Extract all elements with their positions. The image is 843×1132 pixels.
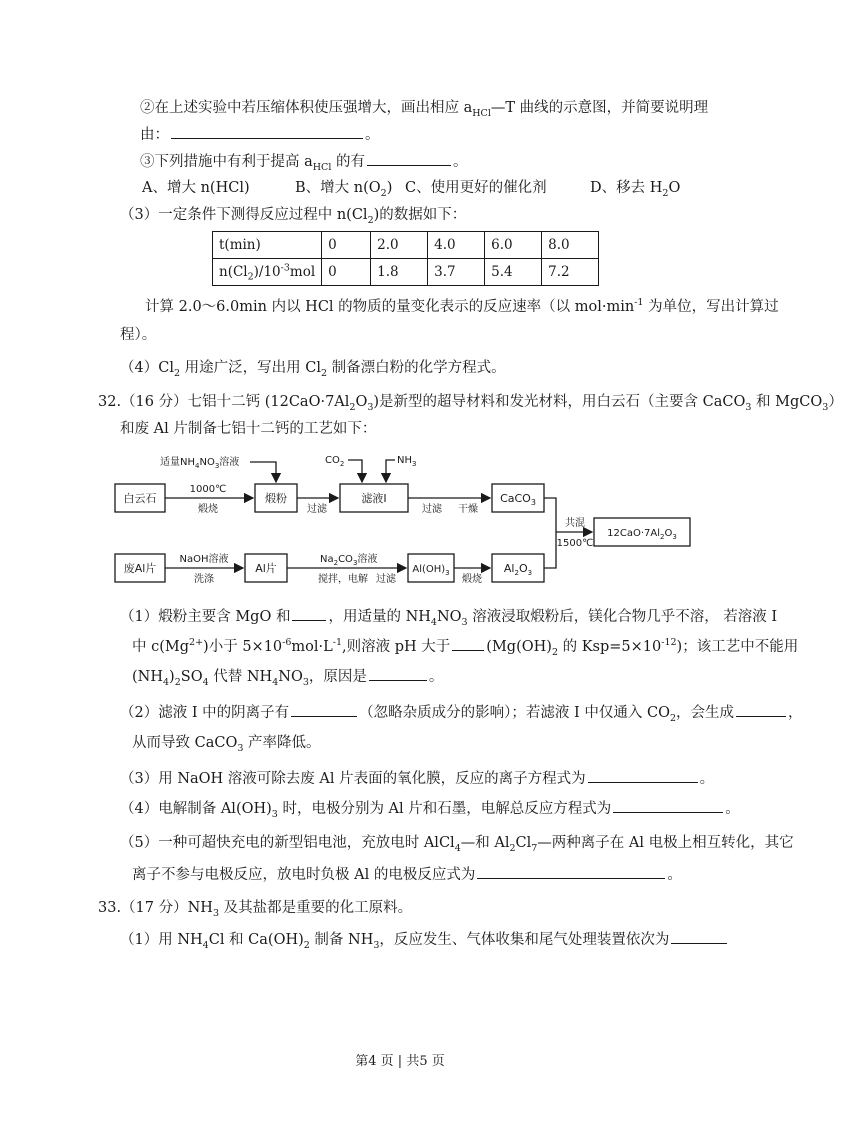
table-row	[213, 232, 599, 259]
data-table	[212, 231, 599, 286]
table-cell: 6.0	[485, 232, 542, 259]
arrow	[544, 498, 556, 568]
box-caco3-label: CaCO$_3$	[500, 492, 536, 507]
condition-stir-electrolysis: 搅拌，电解	[318, 574, 368, 585]
box-waste-al-label: 废Al片	[123, 562, 157, 575]
question-3-line: ③下列措施中有利于提高 $a_{HCl}$ 的有 。	[140, 151, 467, 172]
calc-line-1: 计算 2.0～6.0min 内以 HCl 的物质的量变化表示的反应速率（以 $mol\cdot\min^{-1}$ 为单位，写出计算过	[145, 297, 779, 315]
table-cell: 4.0	[428, 232, 485, 259]
condition-filter-1: 过滤	[307, 504, 327, 515]
answer-blank[interactable]	[171, 124, 363, 139]
option-c: C、使用更好的催化剂	[405, 180, 547, 196]
table-cell: 5.4	[485, 259, 542, 286]
q32-part-1-line-2: 中 $c(Mg^{2+})$小于 $5\times 10^{-6}mol\cdot L^{-1}$,则溶液 pH 大于 ($Mg(OH)_2$ 的 $Ksp=5\times 10^{-12}$)；该工艺中不能用	[132, 637, 799, 658]
table-cell: 2.0	[371, 232, 428, 259]
question-33-line-1: 33.（17 分）$NH_3$ 及其盐都是重要的化工原料。	[98, 900, 413, 919]
table-cell: 0	[322, 259, 371, 286]
box-dolomite-label: 白云石	[123, 492, 157, 505]
calc-line-2: 程）。	[120, 327, 157, 343]
answer-blank[interactable]	[671, 929, 727, 944]
box-filtrate-label: 滤液I	[361, 492, 387, 505]
process-flow-diagram	[110, 448, 700, 588]
condition-calcine-1: 煅烧	[198, 504, 218, 515]
box-aloh3-label: $Al(OH)_3$	[412, 564, 450, 577]
condition-filter-3: 过滤	[376, 574, 396, 585]
page-footer: 第4 页 | 共5 页	[355, 1054, 445, 1069]
answer-blank[interactable]	[291, 702, 357, 717]
box-al2o3-label: $Al_2O_3$	[503, 562, 533, 577]
q32-part-1-line-3: $(NH_4)_2SO_4$ 代替 $NH_4NO_3$，原因是 。	[132, 666, 443, 687]
q32-part-5-line-2: 离子不参与电极反应，放电时负极 Al 的电极反应式为 。	[132, 864, 682, 885]
q32-part-3-line: （3）用 NaOH 溶液可除去废 Al 片表面的氧化膜，反应的离子方程式为 。	[120, 768, 714, 789]
box-calcined-label: 煅粉	[265, 492, 287, 505]
box-al-label: Al片	[255, 562, 277, 575]
reagent-nh3: $NH_3$	[397, 455, 417, 468]
condition-1000c: 1000℃	[189, 484, 227, 495]
answer-blank[interactable]	[292, 606, 326, 621]
table-cell: 1.8	[371, 259, 428, 286]
arrow	[348, 460, 362, 482]
condition-comelt: 共混	[565, 518, 585, 529]
table-header-cell: $n(Cl_2)/10^{-3}mol$	[213, 259, 322, 286]
arrow	[250, 462, 276, 482]
arrow	[386, 460, 395, 482]
question-2-line-2: 由： 。	[140, 124, 380, 145]
box-product-label: $12CaO\cdot 7Al_2O_3$	[607, 528, 677, 541]
condition-na2co3: $Na_2CO_3$溶液	[320, 554, 378, 567]
condition-calcine-2: 煅烧	[462, 574, 482, 585]
q32-part-1-line-1: （1）煅粉主要含 MgO 和 ，用适量的 $NH_4NO_3$ 溶液浸取煅粉后，镁化合物几乎不溶， 若溶液 I	[120, 606, 777, 627]
condition-1500c: 1500℃	[556, 538, 594, 549]
reagent-co2: $CO_2$	[325, 455, 345, 468]
table-cell: 7.2	[542, 259, 599, 286]
table-cell: 3.7	[428, 259, 485, 286]
question-33-line-2: （1）用 $NH_4Cl$ 和 $Ca(OH)_2$ 制备 $NH_3$，反应发生、气体收集和尾气处理装置依次为	[120, 929, 729, 950]
option-a: A、增大 n(HCl)	[142, 180, 250, 196]
question-32-line-1: 32.（16 分）七铝十二钙 $(12CaO\cdot 7Al_2O_3)$是新型的超导材料和发光材料，用白云石（主要含 CaCO$_3$ 和 MgCO$_3$）	[98, 394, 843, 413]
answer-blank[interactable]	[367, 151, 451, 166]
condition-filter-2: 过滤	[422, 504, 442, 515]
q32-part-2-line-1: （2）滤液 I 中的阴离子有 （忽略杂质成分的影响）；若滤液 I 中仅通入 $CO_2$，会生成 ，	[120, 702, 803, 723]
table-cell: 8.0	[542, 232, 599, 259]
option-d: D、移去 $H_2O$	[590, 180, 681, 199]
q32-part-5-line-1: （5）一种可超快充电的新型铝电池，充放电时 AlCl$_4$—和 $Al_2Cl_7—$两种离子在 Al 电极上相互转化，其它	[120, 835, 794, 854]
answer-blank[interactable]	[477, 864, 665, 879]
condition-naoh: NaOH溶液	[179, 554, 229, 565]
reagent-nh4no3: 适量$NH_4NO_3$溶液	[160, 457, 240, 470]
question-3-intro: （3）一定条件下测得反应过程中 $n(Cl_2)$的数据如下：	[120, 207, 467, 226]
option-b: B、增大 $n(O_2)$	[295, 180, 393, 199]
question-2-line-1: ②在上述实验中若压缩体积使压强增大，画出相应 $a_{HCl}—T$ 曲线的示意图，并简要说明理	[140, 100, 709, 119]
answer-blank[interactable]	[588, 768, 698, 783]
q32-part-4-line: （4）电解制备 $Al(OH)_3$ 时，电极分别为 Al 片和石墨，电解总反应方程式为 。	[120, 798, 740, 819]
question-4-line: $(4)Cl_2$ 用途广泛，写出用 $Cl_2$ 制备漂白粉的化学方程式。	[120, 360, 506, 379]
table-header-cell: t(min)	[213, 232, 322, 259]
condition-wash: 洗涤	[194, 574, 214, 585]
answer-blank[interactable]	[369, 666, 427, 681]
question-32-line-2: 和废 Al 片制备七铝十二钙的工艺如下：	[120, 421, 377, 437]
answer-blank[interactable]	[613, 798, 723, 813]
answer-blank[interactable]	[452, 636, 484, 651]
answer-blank[interactable]	[736, 702, 786, 717]
table-cell: 0	[322, 232, 371, 259]
q32-part-2-line-2: 从而导致 CaCO$_3$ 产率降低。	[132, 735, 321, 754]
condition-dry: 干燥	[458, 504, 478, 515]
table-row	[213, 259, 599, 286]
